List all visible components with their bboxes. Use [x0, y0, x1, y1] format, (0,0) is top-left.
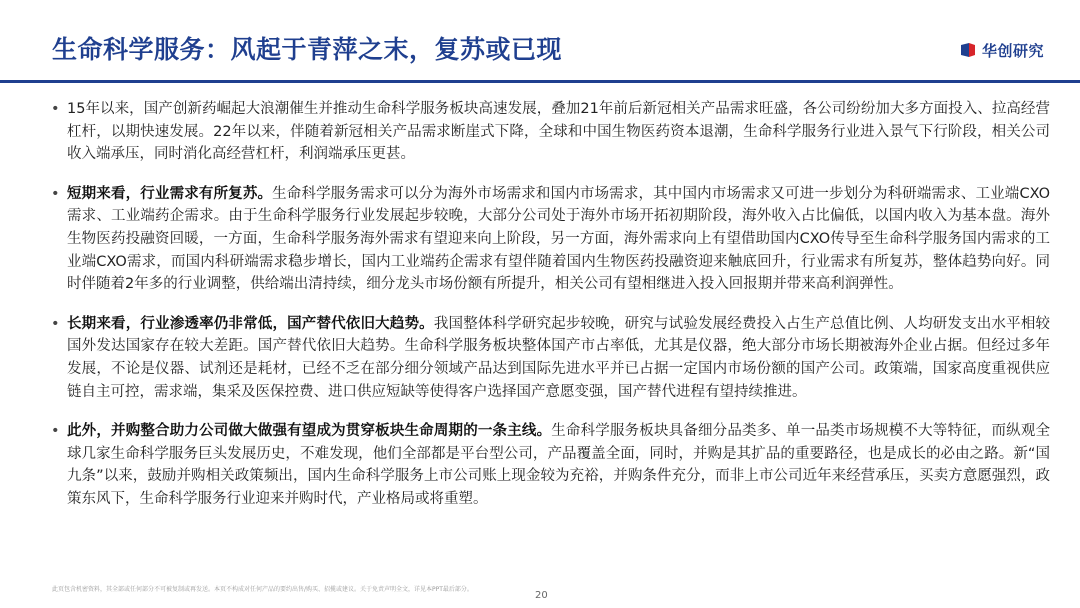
bullet-text: 生命科学服务板块具备细分品类多、单一品类市场规模不大等特征，而纵观全球几家生命科学服务巨头发展历史，不难发现，他们全部都是平台型公司，产品覆盖全面，同时，并购是其扩品的重要路径，也是成长的必由之路。新“国九条”以来，鼓励并购相关政策频出，国内生命科学服务上市公司账上现金较为充裕，并购条件充分，而非上市公司近年来经营承压，买卖方意愿强烈，政策东风下，生命科学服务行业迎来并购时代，产业格局或将重塑。	[67, 423, 1050, 507]
bullet-item-3	[40, 313, 1050, 403]
bullet-list	[40, 98, 1050, 528]
brand-logo-icon	[959, 41, 977, 59]
bullet-lead: 短期来看，行业需求有所复苏。	[67, 185, 273, 202]
bullet-text: 15年以来，国产创新药崛起大浪潮催生并推动生命科学服务板块高速发展，叠加21年前后新冠相关产品需求旺盛，各公司纷纷加大多方面投入、拉高经营杠杆，以期快速发展。22年以来，伴随着新冠相关产品需求断崖式下降，全球和中国生物医药资本退潮，生命科学服务行业进入景气下行阶段，相关公司收入端承压，同时消化高经营杠杆，利润端承压更甚。	[67, 101, 1050, 163]
bullet-item-4	[40, 420, 1050, 510]
bullet-lead: 此外，并购整合助力公司做大做强有望成为贯穿板块生命周期的一条主线。	[67, 423, 552, 440]
bullet-text: 生命科学服务需求可以分为海外市场需求和国内市场需求，其中国内市场需求又可进一步划分为科研端需求、工业端CXO需求、工业端药企需求。由于生命科学服务行业发展起步较晚，大部分公司处于海外市场开拓初期阶段，海外收入占比偏低，以国内收入为基本盘。海外生物医药投融资回暖，一方面，生命科学服务海外需求有望迎来向上阶段，另一方面，海外需求向上有望借助国内CXO传导至生命科学服务国内需求的工业端CXO需求，而国内科研端需求稳步增长，国内工业端药企需求有望伴随着国内生物医药投融资迎来触底回升，行业需求有所复苏，整体趋势向好。同时伴随着2年多的行业调整，供给端出清持续，细分龙头市场份额有所提升，相关公司有望相继进入投入回报期并带来高利润弹性。	[67, 185, 1051, 293]
page-title: 生命科学服务：风起于青萍之末，复苏或已现	[52, 35, 563, 64]
page-number: 20	[535, 590, 548, 601]
bullet-item-1	[40, 98, 1050, 166]
bullet-dot-icon: •	[51, 315, 60, 332]
header-divider	[0, 80, 1080, 83]
bullet-dot-icon: •	[51, 423, 60, 440]
footer-disclaimer: 此页包含机密资料，其全部或任何部分不可被复制或再发送。本页不构成对任何产品的要约出售/购买、招揽或建议。关于免责声明全文，详见本PPT最后部分。	[52, 586, 473, 593]
bullet-dot-icon: •	[51, 185, 60, 202]
brand-logo-text: 华创研究	[981, 41, 1044, 60]
bullet-lead: 长期来看，行业渗透率仍非常低，国产替代依旧大趋势。	[67, 315, 434, 332]
bullet-text: 我国整体科学研究起步较晚，研究与试验发展经费投入占生产总值比例、人均研发支出水平相较国外发达国家存在较大差距。国产替代依旧大趋势。生命科学服务板块整体国产市占率低，尤其是仪器，绝大部分市场长期被海外企业占据。但经过多年发展，不论是仪器、试剂还是耗材，已经不乏在部分细分领域产品达到国际先进水平并已占据一定国内市场份额的国产公司。政策端，国家高度重视供应链自主可控，需求端，集采及医保控费、进口供应短缺等使得客户选择国产意愿变强，国产替代进程有望持续推进。	[67, 315, 1050, 400]
bullet-dot-icon: •	[51, 101, 60, 117]
brand-logo	[959, 40, 1044, 60]
bullet-item-2	[40, 183, 1050, 296]
